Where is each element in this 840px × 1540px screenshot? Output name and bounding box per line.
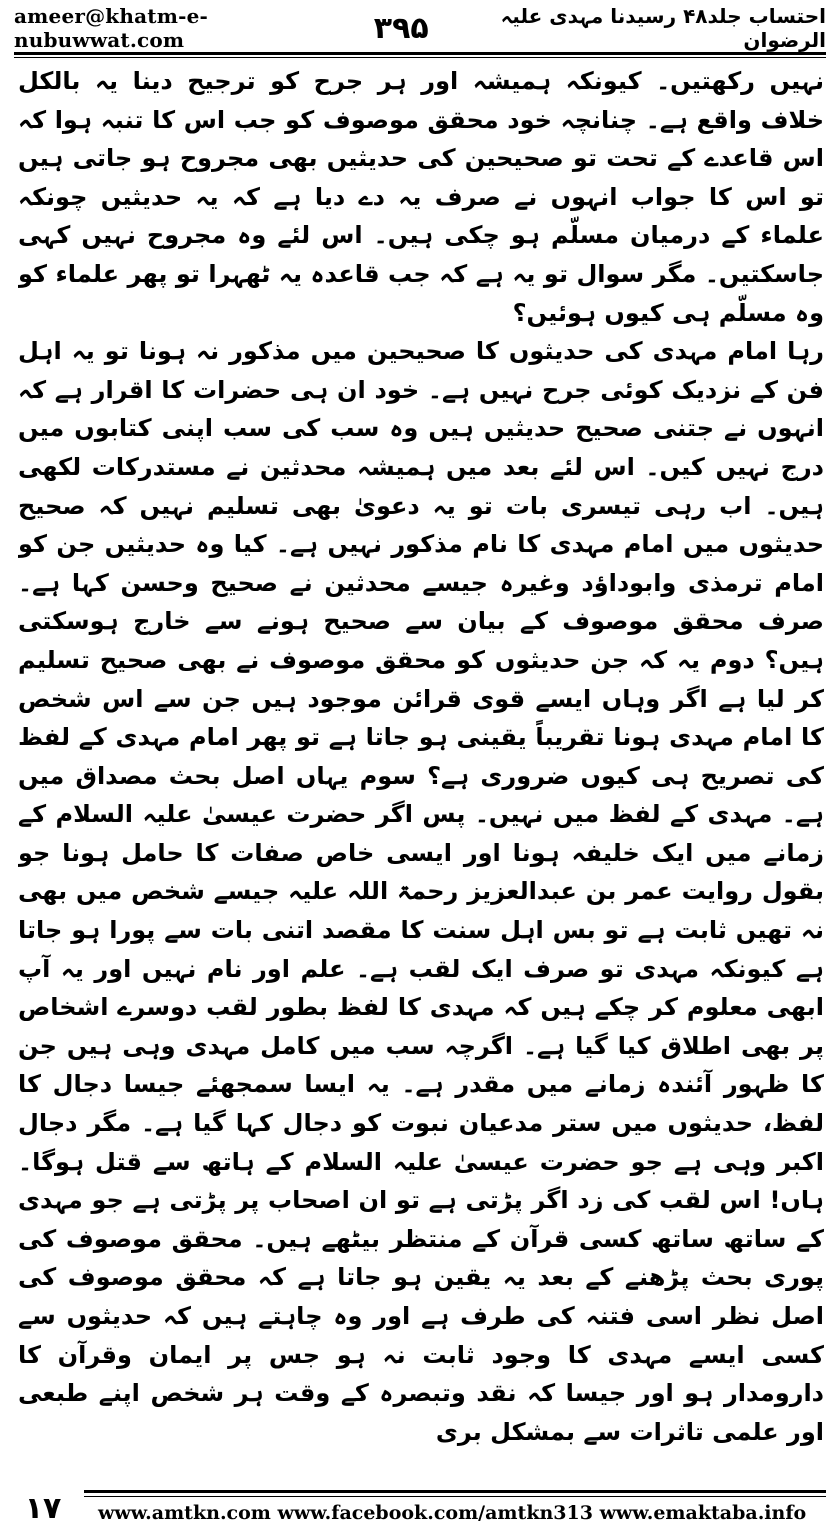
header-book-title: احتساب جلد۴۸ رسیدنا مہدی علیہ الرضوان [500, 4, 826, 52]
footer-divider-thin [84, 1496, 826, 1497]
footer-divider [84, 1490, 826, 1493]
header-left [14, 4, 429, 52]
footer-links[interactable]: www.amtkn.com www.facebook.com/amtkn313 www.emaktaba.info [98, 1502, 807, 1524]
header-page-number: ۳۹۵ [373, 10, 429, 46]
body-text [18, 62, 824, 1462]
header-divider [14, 52, 826, 55]
page-header [14, 4, 826, 52]
paragraph-1: نہیں رکھتیں۔ کیونکہ ہمیشہ اور ہر جرح کو ترجیح دینا یہ بالکل خلاف واقع ہے۔ چنانچہ خود محقق موصوف کو جب اس کا تنبہ ہوا کہ اس قاعدے کے تحت تو صحیحین کی حدیثیں بھی مجروح ہو جاتی ہیں تو اس کا جواب انہوں نے صرف یہ دے دیا ہے کہ یہ حدیثیں چونکہ علماء کے درمیان مسلّم ہو چکی ہیں۔ اس لئے وہ مجروح نہیں کہی جاسکتیں۔ مگر سوال تو یہ ہے کہ جب قاعدہ یہ ٹھہرا تو پھر علماء کو وہ مسلّم ہی کیوں ہوئیں؟ [18, 67, 824, 327]
paragraph-2: رہا امام مہدی کی حدیثوں کا صحیحین میں مذکور نہ ہونا تو یہ اہل فن کے نزدیک کوئی جرح نہیں ہے۔ خود ان ہی حضرات کا اقرار ہے کہ انہوں نے جتنی صحیح حدیثیں ہیں وہ سب کی سب اپنی کتابوں میں درج نہیں کیں۔ اس لئے بعد میں ہمیشہ محدثین نے مستدرکات لکھی ہیں۔ اب رہی تیسری بات تو یہ دعویٰ بھی تسلیم نہیں کہ صحیح حدیثوں میں امام مہدی کا نام مذکور نہیں ہے۔ کیا وہ حدیثیں جن کو امام ترمذی وابوداؤد وغیرہ جیسے محدثین نے صحیح وحسن کہا ہے۔ صرف محقق موصوف کے بیان سے صحیح ہونے سے خارج ہوسکتی ہیں؟ دوم یہ کہ جن حدیثوں کو محقق موصوف نے بھی صحیح تسلیم کر لیا ہے اگر وہاں ایسے قوی قرائن موجود ہیں جن سے اس شخص کا امام مہدی ہونا تقریباً یقینی ہو جاتا ہے تو پھر امام مہدی کے لفظ کی تصریح ہی کیوں ضروری ہے؟ سوم یہاں اصل بحث مصداق میں ہے۔ مہدی کے لفظ میں نہیں۔ پس اگر حضرت عیسیٰ علیہ السلام کے زمانے میں ایک خلیفہ ہونا اور ایسی خاص صفات کا حامل ہونا جو بقول روایت عمر بن عبدالعزیز رحمۃ اللہ علیہ جیسے شخص میں بھی نہ تھیں ثابت ہے تو بس اہل سنت کا مقصد اتنی بات سے پورا ہو جاتا ہے کیونکہ مہدی تو صرف ایک لقب ہے۔ علم اور نام نہیں اور یہ آپ ابھی معلوم کر چکے ہیں کہ مہدی کا لفظ بطور لقب دوسرے اشخاص پر بھی اطلاق کیا گیا ہے۔ اگرچہ سب میں کامل مہدی وہی ہیں جن کا ظہور آئندہ زمانے میں مقدر ہے۔ یہ ایسا سمجھئے جیسا دجال کا لفظ، حدیثوں میں ستر مدعیان نبوت کو دجال کہا گیا ہے۔ مگر دجال اکبر وہی ہے جو حضرت عیسیٰ علیہ السلام کے ہاتھ سے قتل ہوگا۔ ہاں! اس لقب کی زد اگر پڑتی ہے تو ان اصحاب پر پڑتی ہے جو مہدی کے ساتھ ساتھ کسی قرآن کے منتظر بیٹھے ہیں۔ محقق موصوف کی پوری بحث پڑھنے کے بعد یہ یقین ہو جاتا ہے کہ محقق موصوف کی اصل نظر اسی فتنہ کی طرف ہے اور وہ چاہتے ہیں کہ حدیثوں سے کسی ایسے مہدی کا وجود ثابت نہ ہو جس پر ایمان وقرآن کا دارومدار ہو اور جیسا کہ نقد وتبصرہ کے وقت ہر شخص اپنے طبعی اور علمی تاثرات سے بمشکل بری [18, 337, 824, 1446]
footer-page-number: ۱۷ [24, 1490, 62, 1526]
header-email[interactable]: ameer@khatm-e-nubuwwat.com [14, 4, 208, 52]
page-footer [14, 1488, 826, 1532]
header-divider-thin [14, 57, 826, 58]
